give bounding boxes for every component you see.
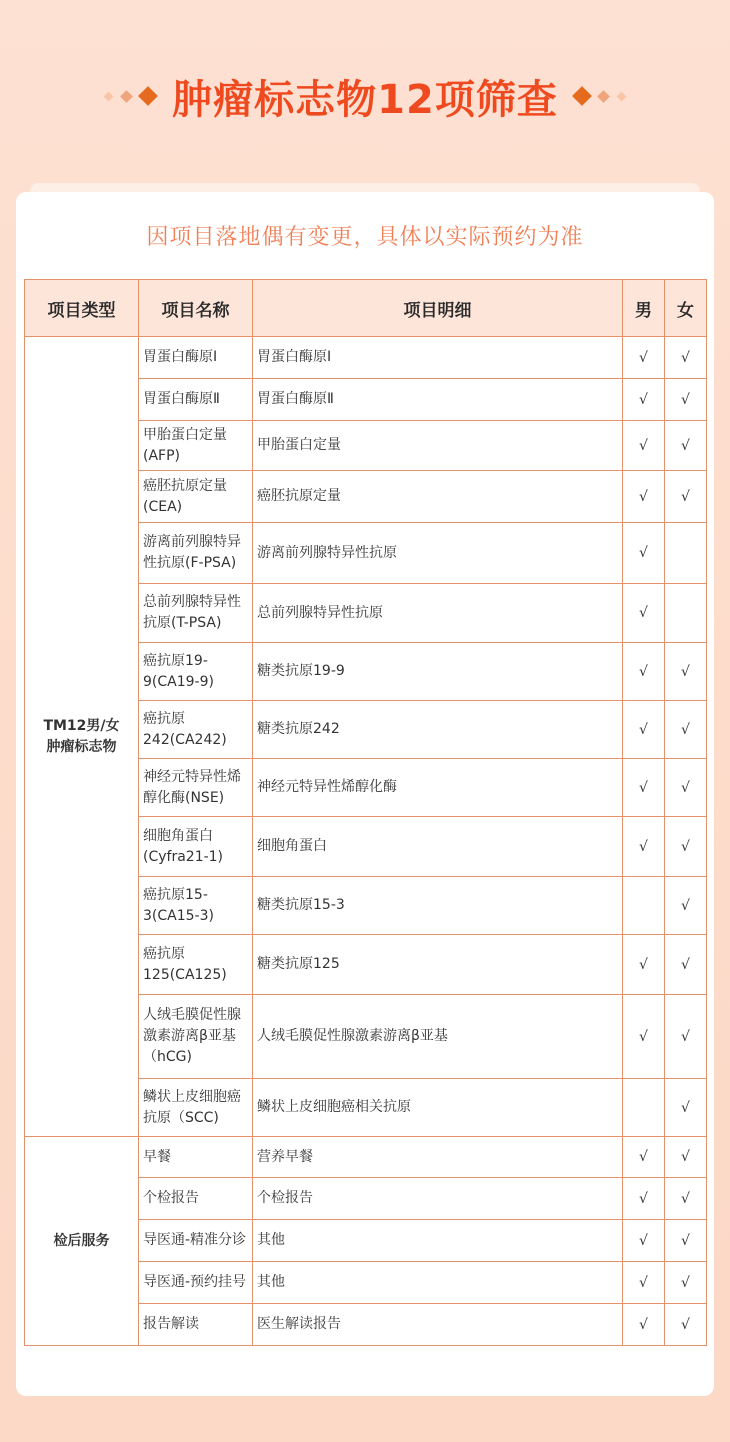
item-name-cell: 胃蛋白酶原Ⅰ — [139, 337, 253, 379]
female-check-cell — [665, 584, 707, 643]
check-mark: √ — [639, 437, 648, 454]
item-name-cell: 总前列腺特异性抗原(T-PSA) — [139, 584, 253, 643]
item-detail-cell: 医生解读报告 — [253, 1304, 623, 1346]
header-name: 项目名称 — [139, 280, 253, 337]
item-name-cell: 细胞角蛋白(Cyfra21-1) — [139, 817, 253, 877]
item-detail-cell: 营养早餐 — [253, 1137, 623, 1178]
check-mark: √ — [681, 437, 690, 454]
item-name-cell: 胃蛋白酶原Ⅱ — [139, 379, 253, 421]
male-check-cell — [623, 1137, 665, 1178]
male-check-cell — [623, 337, 665, 379]
item-name-cell: 个检报告 — [139, 1178, 253, 1220]
diamond-icon — [138, 86, 158, 106]
male-check-cell — [623, 643, 665, 701]
male-check-cell — [623, 379, 665, 421]
check-mark: √ — [681, 1274, 690, 1291]
check-mark: √ — [639, 349, 648, 366]
category-cell: TM12男/女 肿瘤标志物 — [25, 337, 139, 1137]
check-mark: √ — [681, 663, 690, 680]
check-mark: √ — [681, 721, 690, 738]
content-card — [16, 192, 714, 1396]
item-name-cell: 癌抗原15-3(CA15-3) — [139, 877, 253, 935]
check-mark: √ — [639, 488, 648, 505]
item-detail-cell: 糖类抗原242 — [253, 701, 623, 759]
female-check-cell — [665, 1137, 707, 1178]
item-detail-cell: 胃蛋白酶原Ⅱ — [253, 379, 623, 421]
check-mark: √ — [639, 545, 648, 561]
check-mark: √ — [681, 1316, 690, 1333]
category-cell: 检后服务 — [25, 1137, 139, 1346]
diamond-icon — [104, 91, 114, 101]
male-check-cell — [623, 421, 665, 471]
item-detail-cell: 鳞状上皮细胞癌相关抗原 — [253, 1079, 623, 1137]
check-mark: √ — [681, 488, 690, 505]
check-mark: √ — [681, 349, 690, 366]
item-detail-cell: 胃蛋白酶原Ⅰ — [253, 337, 623, 379]
female-check-cell — [665, 1178, 707, 1220]
check-mark: √ — [639, 1274, 648, 1291]
items-table — [24, 279, 707, 1346]
check-mark: √ — [681, 391, 690, 408]
item-detail-cell: 糖类抗原125 — [253, 935, 623, 995]
check-mark: √ — [681, 1099, 690, 1116]
item-name-cell: 早餐 — [139, 1137, 253, 1178]
header-type: 项目类型 — [25, 280, 139, 337]
female-check-cell — [665, 759, 707, 817]
check-mark: √ — [681, 956, 690, 973]
item-detail-cell: 细胞角蛋白 — [253, 817, 623, 877]
male-check-cell — [623, 995, 665, 1079]
male-check-cell — [623, 584, 665, 643]
check-mark: √ — [681, 897, 690, 914]
male-check-cell — [623, 1304, 665, 1346]
item-detail-cell: 神经元特异性烯醇化酶 — [253, 759, 623, 817]
item-name-cell: 癌抗原125(CA125) — [139, 935, 253, 995]
check-mark: √ — [681, 838, 690, 855]
header-female: 女 — [665, 280, 707, 337]
item-name-cell: 癌抗原19-9(CA19-9) — [139, 643, 253, 701]
check-mark: √ — [639, 391, 648, 408]
female-check-cell — [665, 471, 707, 523]
male-check-cell — [623, 877, 665, 935]
item-name-cell: 报告解读 — [139, 1304, 253, 1346]
female-check-cell — [665, 817, 707, 877]
item-name-cell: 甲胎蛋白定量(AFP) — [139, 421, 253, 471]
diamond-icon — [120, 90, 133, 103]
check-mark: √ — [681, 1190, 690, 1207]
check-mark: √ — [639, 721, 648, 738]
table-row — [25, 337, 707, 379]
item-name-cell: 人绒毛膜促性腺激素游离β亚基（hCG) — [139, 995, 253, 1079]
check-mark: √ — [681, 1028, 690, 1045]
header-male: 男 — [623, 280, 665, 337]
male-check-cell — [623, 1220, 665, 1262]
item-detail-cell: 其他 — [253, 1220, 623, 1262]
item-detail-cell: 糖类抗原15-3 — [253, 877, 623, 935]
diamond-icon — [616, 91, 626, 101]
female-check-cell — [665, 379, 707, 421]
item-name-cell: 鳞状上皮细胞癌抗原（SCC) — [139, 1079, 253, 1137]
item-name-cell: 导医通-精准分诊 — [139, 1220, 253, 1262]
item-name-cell: 神经元特异性烯醇化酶(NSE) — [139, 759, 253, 817]
page-title: 肿瘤标志物12项筛查 — [172, 76, 558, 123]
notice-text: 因项目落地偶有变更，具体以实际预约为准 — [146, 225, 584, 250]
check-mark: √ — [681, 1232, 690, 1249]
header-detail: 项目明细 — [253, 280, 623, 337]
item-detail-cell: 个检报告 — [253, 1178, 623, 1220]
table-row — [25, 1137, 707, 1178]
male-check-cell — [623, 759, 665, 817]
check-mark: √ — [639, 779, 648, 796]
male-check-cell — [623, 701, 665, 759]
female-check-cell — [665, 935, 707, 995]
female-check-cell — [665, 1304, 707, 1346]
item-name-cell: 导医通-预约挂号 — [139, 1262, 253, 1304]
male-check-cell — [623, 523, 665, 584]
male-check-cell — [623, 1262, 665, 1304]
item-detail-cell: 糖类抗原19-9 — [253, 643, 623, 701]
male-check-cell — [623, 1178, 665, 1220]
check-mark: √ — [639, 605, 648, 621]
item-name-cell: 游离前列腺特异性抗原(F-PSA) — [139, 523, 253, 584]
check-mark: √ — [639, 1190, 648, 1207]
item-detail-cell: 游离前列腺特异性抗原 — [253, 523, 623, 584]
table-header-row — [25, 280, 707, 337]
item-name-cell: 癌胚抗原定量(CEA) — [139, 471, 253, 523]
title-banner — [0, 68, 730, 124]
female-check-cell — [665, 523, 707, 584]
table-body — [25, 337, 707, 1346]
female-check-cell — [665, 1079, 707, 1137]
diamond-icon — [597, 90, 610, 103]
check-mark: √ — [639, 1149, 648, 1165]
male-check-cell — [623, 817, 665, 877]
male-check-cell — [623, 1079, 665, 1137]
check-mark: √ — [639, 1232, 648, 1249]
female-check-cell — [665, 1262, 707, 1304]
item-detail-cell: 总前列腺特异性抗原 — [253, 584, 623, 643]
female-check-cell — [665, 877, 707, 935]
check-mark: √ — [681, 1149, 690, 1165]
female-check-cell — [665, 643, 707, 701]
item-detail-cell: 甲胎蛋白定量 — [253, 421, 623, 471]
check-mark: √ — [681, 779, 690, 796]
check-mark: √ — [639, 956, 648, 973]
female-check-cell — [665, 421, 707, 471]
female-check-cell — [665, 995, 707, 1079]
female-check-cell — [665, 337, 707, 379]
check-mark: √ — [639, 663, 648, 680]
male-check-cell — [623, 471, 665, 523]
diamond-icon — [572, 86, 592, 106]
item-name-cell: 癌抗原242(CA242) — [139, 701, 253, 759]
female-check-cell — [665, 1220, 707, 1262]
male-check-cell — [623, 935, 665, 995]
check-mark: √ — [639, 1316, 648, 1333]
female-check-cell — [665, 701, 707, 759]
item-detail-cell: 其他 — [253, 1262, 623, 1304]
check-mark: √ — [639, 838, 648, 855]
check-mark: √ — [639, 1028, 648, 1045]
item-detail-cell: 人绒毛膜促性腺激素游离β亚基 — [253, 995, 623, 1079]
item-detail-cell: 癌胚抗原定量 — [253, 471, 623, 523]
